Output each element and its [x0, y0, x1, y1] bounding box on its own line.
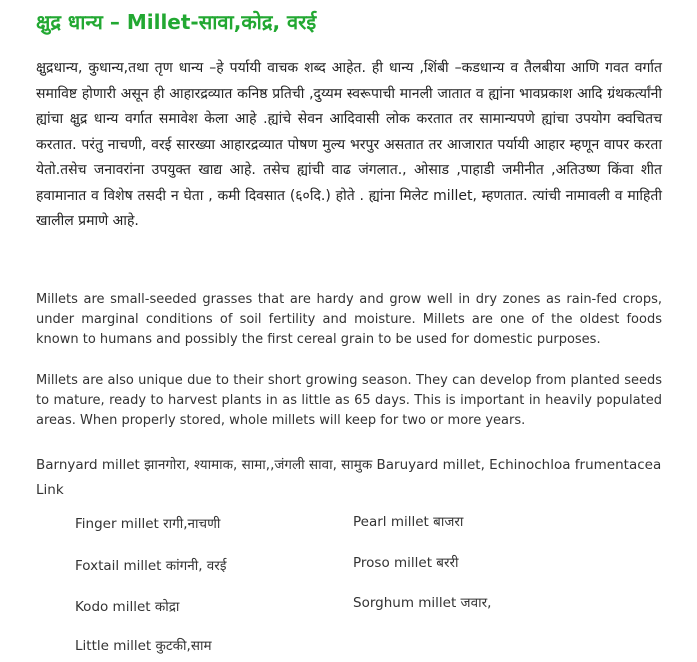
- millet-item-foxtail: Foxtail millet कांगनी, वरई: [75, 558, 227, 574]
- millet-item-proso: Proso millet बररी: [353, 555, 459, 571]
- page-title: क्षुद्र धान्य – Millet-सावा,कोद्र, वरई: [36, 10, 317, 34]
- millet-item-kodo: Kodo millet कोद्रा: [75, 599, 180, 615]
- millet-item-finger: Finger millet रागी,नाचणी: [75, 516, 221, 532]
- marathi-paragraph: क्षुद्रधान्य, कुधान्य,तथा तृण धान्य –हे पर्यायी वाचक शब्द आहेत. ही धान्य ,शिंबी –कडधान्य व तैलबीया आणि गवत वर्गात समाविष्ट होणारी असून ही आहारद्रव्यात कनिष्ठ प्रतिची ,दुय्यम स्वरूपाची मानली जातात व ह्यांना भावप्रकाश आदि ग्रंथकर्त्यांनी ह्यांचा क्षुद्र धान्य वर्गात समावेश केला आहे .ह्यांचे सेवन आदिवासी लोक करतात तर सामान्यपणे ह्यांचा उपयोग क्वचितच करतात. परंतु नाचणी, वरई सारख्या आहारद्रव्यात पोषण मुल्य भरपुर असतात तर आजारात पर्यायी आहार म्हणून वापर करता येतो.तसेच जनावरांना उपयुक्त खाद्य आहे. तसेच ह्यांची वाढ जंगलात., ओसाड ,पाहाडी जमीनीत ,अतिउष्ण किंवा शीत हवामानात व विशेष तसदी न घेता , कमी दिवसात (६०दि.) होते . ह्यांना मिलेट millet, म्हणतात. त्यांची नामावली व माहिती खालील प्रमाणे आहे.: [36, 60, 662, 229]
- english-paragraph-1: Millets are small-seeded grasses that are hardy and grow well in dry zones as rain-fed crops, under marginal conditions of soil fertility and moisture. Millets are one of the oldest foods known to humans and possibly the first cereal grain to be used for domestic purposes.: [36, 292, 662, 347]
- millet-item-sorghum: Sorghum millet जवार,: [353, 595, 492, 611]
- millet-list: [75, 508, 635, 658]
- barnyard-millet-line: Barnyard millet झानगोरा, श्यामाक, सामा,,जंगली सावा, सामुक Baruyard millet, Echinochloa frumentacea Link: [36, 457, 662, 498]
- millet-item-little: Little millet कुटकी,साम: [75, 638, 212, 654]
- millet-item-pearl: Pearl millet बाजरा: [353, 514, 464, 530]
- english-paragraph-2: Millets are also unique due to their short growing season. They can develop from planted seeds to mature, ready to harvest plants in as little as 65 days. This is important in heavily populated areas. When properly stored, whole millets will keep for two or more years.: [36, 373, 662, 428]
